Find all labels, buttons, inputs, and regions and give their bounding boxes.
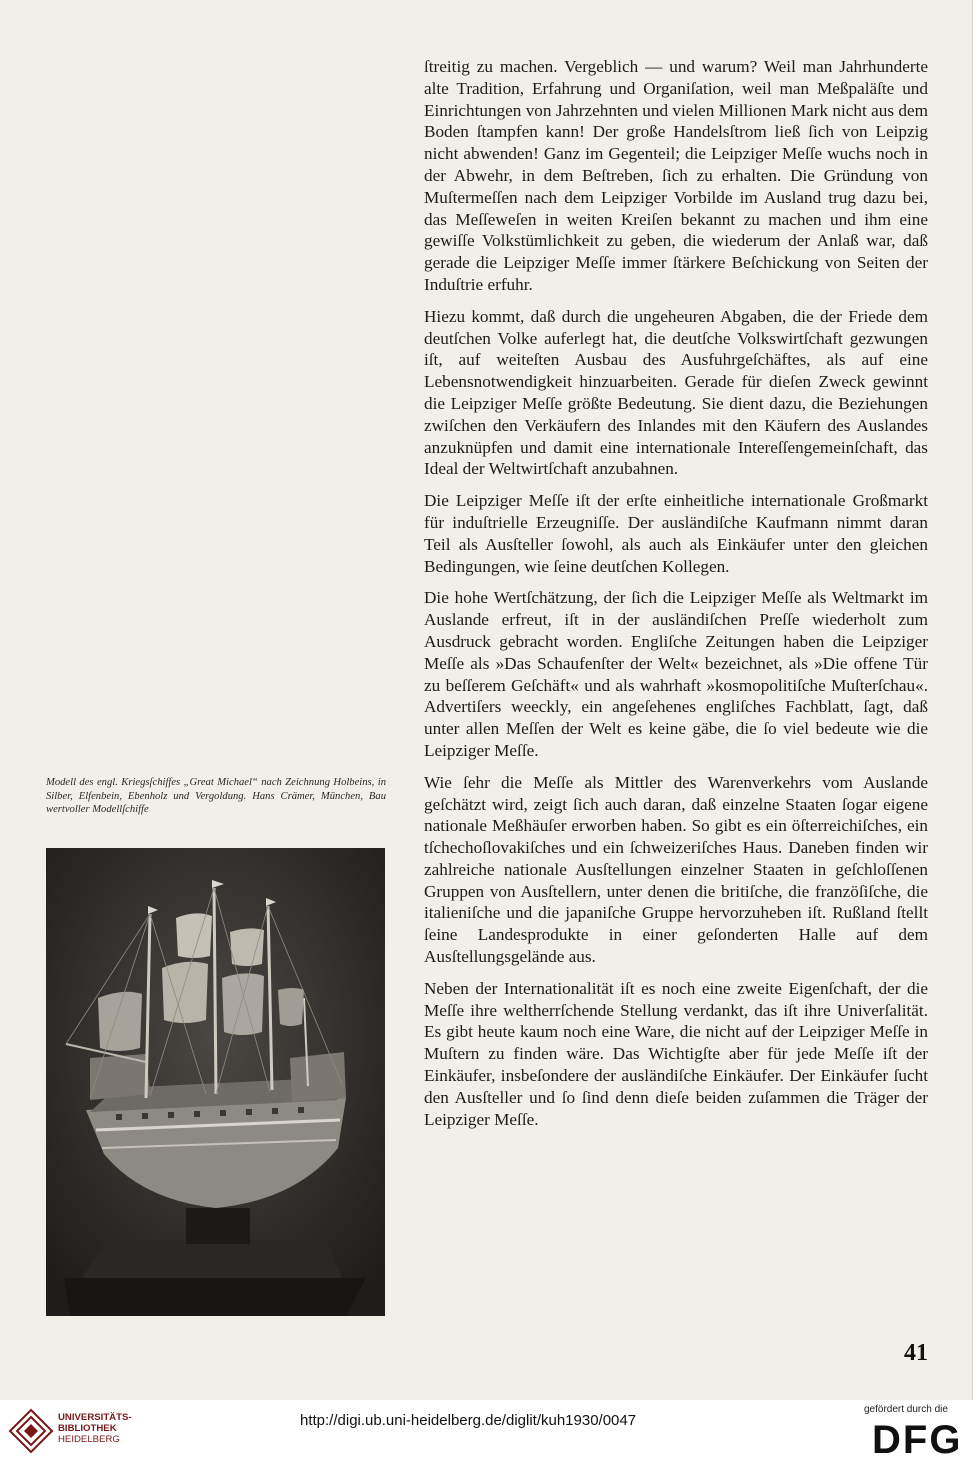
library-name-line: BIBLIOTHEK [58, 1423, 117, 1434]
university-library-logo-icon [8, 1408, 54, 1454]
library-name-line: UNIVERSITÄTS- [58, 1412, 132, 1423]
page-number: 41 [904, 1340, 928, 1366]
ship-model-photo [46, 848, 385, 1316]
paragraph: Die hohe Wertſchätzung, der ſich die Leipziger Meſſe als Weltmarkt im Auslande erfreut, iſt in der ausländiſchen Preſſe wiederholt zum Ausdruck gebracht worden. Engliſche Zeitungen haben die Leipziger Meſſe als »Das Schaufenſter der Welt« bezeichnet, als »Die offene Tür zu beſſerem Geſchäft« und als wahrhaft »kosmopolitiſche Muſterſchau«. Advertiſers weeckly, ein angeſehenes engliſches Fachblatt, ſagt, daß unter allen Meſſen der Welt es keine gäbe, die ſo viel bedeute wie die Leipziger Meſſe. [424, 588, 928, 760]
paragraph: Wie ſehr die Meſſe als Mittler des Warenverkehrs vom Auslande geſchätzt wird, zeigt ſich auch daran, daß einzelne Staaten ſogar eigene nationale Meßhäuſer erworben haben. So gibt es ein öſterreichiſches, ein tſchechoſlovakiſches und ein ſchweizeriſches Haus. Daneben finden wir zahlreiche nationale Ausſtellungen einzelner Staaten in geſchloſſenen Gruppen von Ausſtellern, unter denen die britiſche, die franzöſiſche, die italieniſche und die japaniſche Gruppe hervorzuheben iſt. Rußland ſtellt ſeine Landesprodukte in einer geſonderten Halle auf dem Ausſtellungsgelände aus. [424, 772, 928, 967]
paragraph: Neben der Internationalität iſt es noch eine zweite Eigenſchaft, der die Meſſe ihre weltherrſchende Stellung verdankt, das iſt ihre Univerſalität. Es gibt heute kaum noch eine Ware, die nicht auf der Leipziger Meſſe in Muſtern zu finden wäre. Das Wichtigſte aber für jede Meſſe iſt der Einkäufer, insbeſondere der ausländiſche Einkäufer. Der Einkäufer ſucht den Ausſteller und ſo ſind denn dieſe beiden zuſammen die Träger der Leipziger Meſſe. [424, 978, 928, 1129]
ship-model-illustration [46, 848, 385, 1316]
library-name [58, 1412, 132, 1445]
paragraph: Hiezu kommt, daß durch die ungeheuren Abgaben, die der Friede dem deutſchen Volke auferlegt hat, die deutſche Volkswirtſchaft gezwungen iſt, auf weiteſten Ausbau des Ausfuhrgeſchäftes, als auf eine Lebensnotwendigkeit hinzuarbeiten. Gerade für dieſen Zweck gewinnt die Leipziger Meſſe größte Bedeutung. Sie dient dazu, die Beziehungen zwiſchen den Verkäufern des Inlandes mit den Käufern des Auslandes anzuknüpfen und damit eine internationale Intereſſengemeinſchaft, das Ideal der Weltwirtſchaft anzubahnen. [424, 306, 928, 479]
library-name-line: HEIDELBERG [58, 1434, 120, 1445]
paragraph: ſtreitig zu machen. Vergeblich — und warum? Weil man Jahrhunderte alte Tradition, Erfahrung und Organiſation, weil man Meßpaläſte und Einrichtungen von Jahrzehnten und vielen Millionen Mark nicht aus dem Boden ſtampfen kann! Der große Handelsſtrom ließ ſich von Leipzig nicht abwenden! Ganz im Gegenteil; die Leipziger Meſſe wuchs noch in der Abwehr, in dem Beſtreben, ſich zu erhalten. Die Gründung von Muſtermeſſen nach dem Leipziger Vorbilde im Ausland trug dazu bei, das Meſſeweſen in weiten Kreiſen bekannt zu machen und ihm eine gewiſſe Volkstümlichkeit zu geben, die wiederum der Anlaß war, daß gerade die Leipziger Meſſe immer ſtärkere Beſchickung von Seiten der Induſtrie erfuhr. [424, 57, 928, 294]
paragraph: Die Leipziger Meſſe iſt der erſte einheitliche internationale Großmarkt für induſtrielle Erzeugniſſe. Der ausländiſche Kaufmann nimmt daran Teil als Ausſteller ſowohl, als auch als Einkäufer unter den gleichen Bedingungen, wie ſeine deutſchen Kollegen. [424, 491, 928, 576]
permalink-url[interactable]: http://digi.ub.uni-heidelberg.de/diglit/kuh1930/0047 [300, 1412, 637, 1429]
dfg-logo: DFG [872, 1418, 963, 1462]
sponsor-text: gefördert durch die [864, 1404, 948, 1415]
digitization-footer [0, 1400, 980, 1466]
figure-caption: Modell des engl. Kriegsſchiffes „Great Michael“ nach Zeichnung Holbeins, in Silber, Elfenbein, Ebenholz und Vergoldung. Hans Crämer, München, Bau wertvoller Modellſchiffe [46, 777, 386, 816]
article-body [424, 56, 928, 1140]
